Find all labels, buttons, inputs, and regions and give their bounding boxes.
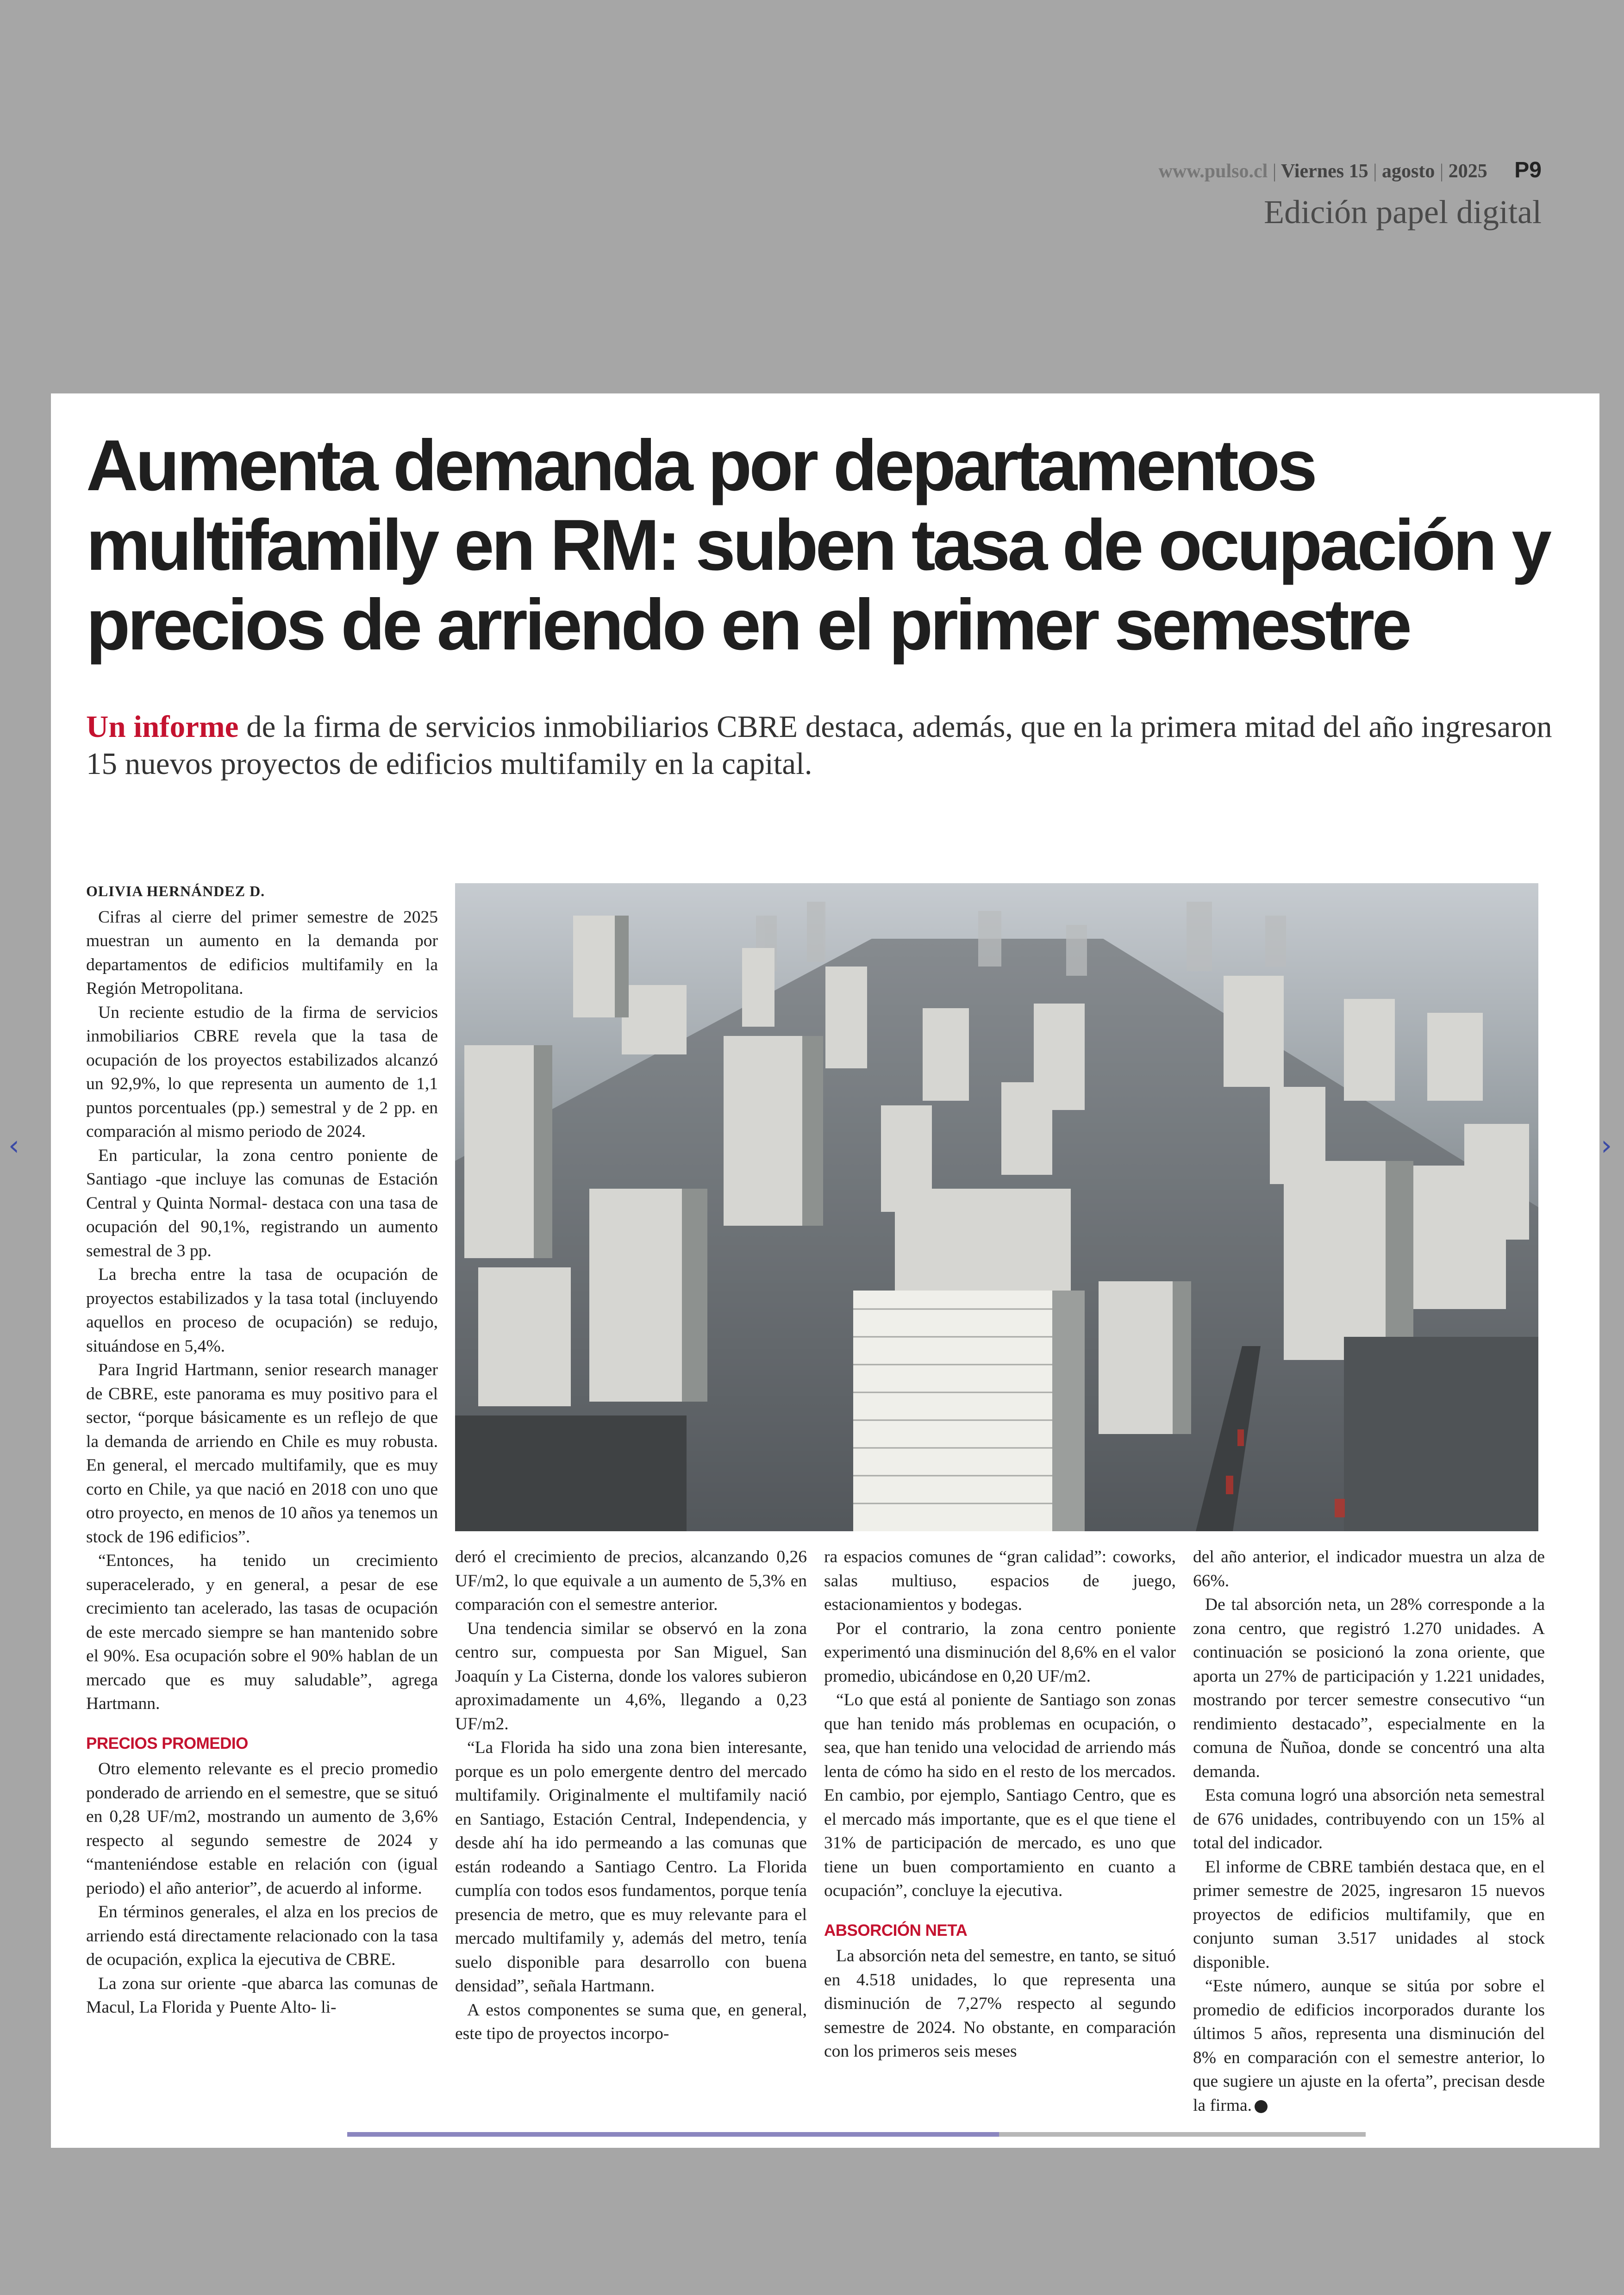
paragraph: De tal absorción neta, un 28% corresponde a la zona centro, que registró 1.270 unidades. A continuación se posicionó la zona oriente, que aporta un 27% de participación y 1.221 unidades, mostrando por tercer semestre consecutivo “un rendimiento destacado”, especialmente en la comuna de Ñuñoa, donde se concentró una alta demanda. [1193,1595,1545,1781]
paragraph-final [1193,1974,1545,2117]
article-column-3 [824,1545,1176,2064]
paragraph: Esta comuna logró una absorción neta semestral de 676 unidades, contribuyendo con un 15% al total del indicador. [1193,1786,1545,1852]
paragraph: A estos componentes se suma que, en general, este tipo de proyectos incorpo- [455,2000,807,2043]
previous-page-arrow-icon[interactable]: ‹ [8,1129,19,1162]
page-progress-bar[interactable] [347,2132,1366,2137]
issue-month: agosto [1382,161,1435,182]
paragraph: “Lo que está al poniente de Santiago son zonas que han tenido más problemas en ocupación, o sea, que han tenido una velocidad de arriendo más lenta de cómo ha sido en el resto de los mercados. En cambio, por ejemplo, Santiago Centro, que es el mercado más importante, que es el que tiene el 31% de participación de mercado, es uno que tiene un buen comportamiento en cuanto a ocupación”, concluye la ejecutiva. [824,1690,1176,1900]
issue-day: Viernes 15 [1281,161,1368,182]
paragraph: En términos generales, el alza en los precios de arriendo está directamente relacionado con la tasa de ocupación, explica la ejecutiva de CBRE. [86,1902,438,1969]
subhead-absorcion-neta: ABSORCIÓN NETA [824,1921,968,1940]
paragraph: “Entonces, ha tenido un crecimiento superacelerado, y en general, a pesar de ese crecimiento tan acelerado, las tasas de ocupación de este mercado siempre se han mantenido sobre el 90%. Esa ocupación sobre el 90% hablan de un mercado que es muy saludable”, agrega Hartmann. [86,1551,438,1713]
paragraph: Una tendencia similar se observó en la zona centro sur, compuesta por San Miguel, San Joaquín y La Cisterna, donde los valores subieron aproximadamente un 4,6%, llegando a 0,23 UF/m2. [455,1619,807,1734]
article-column-4 [1193,1545,1545,2117]
paragraph-text: “Este número, aunque se sitúa por sobre el promedio de edificios incorporados durante los últimos 5 años, representa una disminución del 8% en comparación con el semestre anterior, lo que sugiere un ajuste en la oferta”, precisan desde la firma. [1193,1977,1545,2115]
city-aerial-photo [455,883,1538,1531]
paragraph: ra espacios comunes de “gran calidad”: coworks, salas multiuso, espacios de juego, estacionamientos y bodegas. [824,1547,1176,1614]
page-number: P9 [1514,158,1542,182]
deck-text: de la firma de servicios inmobiliarios CBRE destaca, además, que en la primera mitad del año ingresaron 15 nuevos proyectos de edificios multifamily en la capital. [86,710,1552,781]
paragraph: La absorción neta del semestre, en tanto, se situó en 4.518 unidades, lo que representa una disminución de 7,27% respecto al segundo semestre de 2024. No obstante, en comparación con los primeros seis meses [824,1946,1176,2061]
end-mark-icon [1255,2100,1268,2113]
paragraph: La zona sur oriente -que abarca las comunas de Macul, La Florida y Puente Alto- li- [86,1974,438,2017]
paragraph: La brecha entre la tasa de ocupación de proyectos estabilizados y la tasa total (incluyendo aquellos en proceso de ocupación) se redujo, situándose en 5,4%. [86,1265,438,1356]
paragraph: Otro elemento relevante es el precio promedio ponderado de arriendo en el semestre, que se situó en 0,28 UF/m2, mostrando un aumento de 3,6% respecto al segundo semestre de 2024 y “manteniéndose estable en relación con (igual periodo) el año anterior”, de acuerdo al informe. [86,1759,438,1898]
article-deck [86,708,1577,782]
article-column-1 [86,879,438,2020]
newspaper-page [51,393,1599,2148]
article-column-2 [455,1545,807,2046]
headline: Aumenta demanda por departamentos multifamily en RM: suben tasa de ocupación y precios de arriendo en el primer semestre [86,425,1549,665]
site-url: www.pulso.cl [1158,161,1268,182]
date-line: www.pulso.cl | Viernes 15 | agosto | 2025 P9 [1158,158,1542,182]
paragraph: En particular, la zona centro poniente de Santiago -que incluye las comunas de Estación Central y Quinta Normal- destaca con una tasa de ocupación del 90,1%, registrando un aumento semestral de 3 pp. [86,1146,438,1260]
paragraph: Por el contrario, la zona centro poniente experimentó una disminución del 8,6% en el valor promedio, ubicándose en 0,20 UF/m2. [824,1619,1176,1686]
page-progress-fill [347,2132,999,2137]
deck-lead: Un informe [86,710,239,744]
paragraph: El informe de CBRE también destaca que, en el primer semestre de 2025, ingresaron 15 nuevos proyectos de edificios multifamily, que en conjunto suman 3.517 unidades al stock disponible. [1193,1857,1545,1972]
paragraph: Para Ingrid Hartmann, senior research manager de CBRE, este panorama es muy positivo para el sector, “porque básicamente es un reflejo de que la demanda de arriendo en Chile es muy robusta. En general, el mercado multifamily, que es muy corto en Chile, ya que nació en 2018 con uno que otro proyecto, en menos de 10 años ya tenemos un stock de 196 edificios”. [86,1360,438,1547]
paragraph: deró el crecimiento de precios, alcanzando 0,26 UF/m2, lo que equivale a un aumento de 5,3% en comparación con el semestre anterior. [455,1547,807,1614]
issue-year: 2025 [1448,161,1487,182]
paragraph: Cifras al cierre del primer semestre de 2025 muestran un aumento en la demanda por departamentos de edificios multifamily en la Región Metropolitana. [86,907,438,998]
next-page-arrow-icon[interactable]: › [1601,1129,1612,1162]
masthead [926,157,1542,231]
edition-label: Edición papel digital [1264,193,1542,231]
subhead-precios-promedio: PRECIOS PROMEDIO [86,1734,248,1752]
paragraph: Un reciente estudio de la firma de servicios inmobiliarios CBRE revela que la tasa de ocupación de los proyectos estabilizados alcanzó un 92,9%, lo que representa un aumento de 1,1 puntos porcentuales (pp.) semestral y de 2 pp. en comparación al mismo periodo de 2024. [86,1003,438,1141]
paragraph: del año anterior, el indicador muestra un alza de 66%. [1193,1547,1545,1590]
byline: OLIVIA HERNÁNDEZ D. [86,883,265,899]
paragraph: “La Florida ha sido una zona bien interesante, porque es un polo emergente dentro del mercado multifamily. Originalmente el multifamily nació en Santiago, Estación Central, Independencia, y desde ahí ha ido permeando a las comunas que están rodeando a Santiago Centro. La Florida cumplía con todos esos fundamentos, porque tenía presencia de metro, que es muy relevante para el mercado multifamily y, además del metro, tenía suelo disponible para desarrollo con buena densidad”, señala Hartmann. [455,1738,807,1996]
